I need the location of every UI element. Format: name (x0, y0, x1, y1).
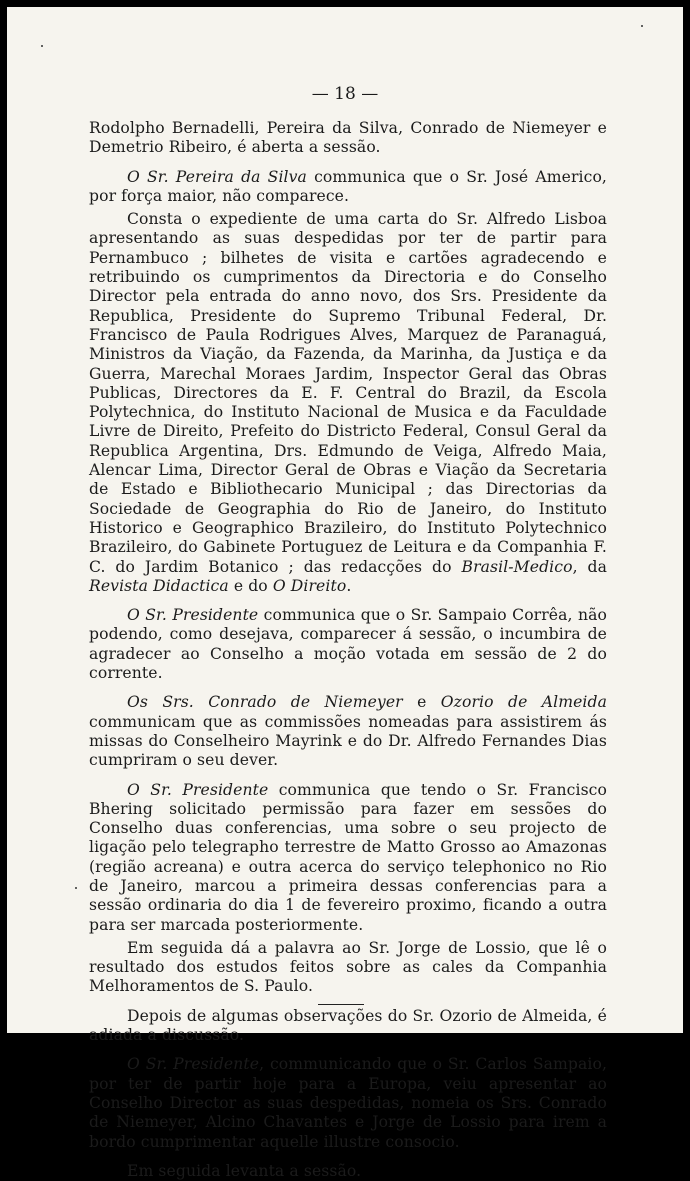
speaker-name: O Sr. Presidente (127, 606, 259, 625)
paragraph-text: communica que tendo o Sr. Francisco Bhering solicitado permissão para fazer em sessões do Conselho duas conferencias, uma sobre o seu projecto de ligação pelo telegrapho terrestre de Matto Grosso ao Amazonas (região acreana) e outra acerca do serviço telephonico no Rio de Janeiro, marcou a primeira dessas conferencias para a sessão ordinaria do dia 1 de fevereiro proximo, ficando a outra para ser marcada posteriormente. (89, 780, 607, 934)
scan-speck (641, 25, 643, 27)
scan-speck (75, 887, 77, 889)
paragraph-carlos-sampaio (89, 1055, 607, 1151)
paragraph-text: . (346, 576, 352, 595)
publication-title: Brasil-Medico (461, 557, 573, 576)
document-page (7, 7, 683, 1180)
paragraph-sampaio-correa (89, 606, 607, 683)
paragraph-text: Em seguida dá a palavra ao Sr. Jorge de Lossio, que lê o resultado dos estudos feitos sobre as cales da Companhia Melhoramentos de S. Paulo. (89, 938, 607, 996)
publication-title: O Direito (272, 576, 347, 595)
paragraph-text: communicam que as commissões nomeadas para assistirem ás missas do Conselheiro Mayrink e do Dr. Alfredo Fernandes Dias cumpriram o seu dever. (89, 712, 607, 770)
paragraph-lossio (89, 939, 607, 997)
minutes-text (89, 119, 607, 1181)
paragraph-closing (89, 1162, 607, 1181)
publication-title: Revista Didactica (89, 576, 229, 595)
paragraph-text: Consta o expediente de uma carta do Sr. Alfredo Lisboa apresentando as suas despedidas por ter de partir para Pernambuco ; bilhetes de visita e cartões agradecendo e retribuindo os cumprimentos da Directoria e do Conselho Director pela entrada do anno novo, dos Srs. Presidente da Republica, Presidente do Supremo Tribunal Federal, Dr. Francisco de Paula Rodrigues Alves, Marquez de Paranaguá, Ministros da Viação, da Fazenda, da Marinha, da Justiça e da Guerra, Marechal Moraes Jardim, Inspector Geral das Obras Publicas, Directores da E. F. Central do Brazil, da Escola Polytechnica, do Instituto Nacional de Musica e da Faculdade Livre de Direito, Prefeito do Districto Federal, Consul Geral da Republica Argentina, Drs. Edmundo de Veiga, Alfredo Maia, Alencar Lima, Director Geral de Obras e Viação da Secretaria de Estado e Bibliothecario Municipal ; das Directorias da Sociedade de Geographia do Rio de Janeiro, do Instituto Historico e Geographico Brazileiro, do Instituto Polytechnico Brazileiro, do Gabinete Portuguez de Leitura e da Companhia F. C. do Jardim Botanico ; das redacções do (89, 210, 607, 576)
paragraph-text: Rodolpho Bernadelli, Pereira da Silva, Conrado de Niemeyer e Demetrio Ribeiro, é aberta a sessão. (89, 119, 607, 157)
paragraph-discussion (89, 1007, 607, 1046)
paragraph-conferences (89, 781, 607, 935)
paragraph-commissions (89, 693, 607, 770)
speaker-name: Os Srs. Conrado de Niemeyer (127, 693, 403, 712)
paragraph-text: e do (228, 576, 273, 595)
page-number: — 18 — (311, 84, 379, 104)
paragraph-text: e (402, 693, 441, 712)
paragraph-text: , communicando que o Sr. Carlos Sampaio, por ter de partir hoje para a Europa, veiu apresentar ao Conselho Director as suas despedidas, nomeia os Srs. Conrado de Niemeyer, Alcino Chavantes e Jorge de Lossio para irem a bordo cumprimentar aquelle illustre consocio. (89, 1055, 608, 1151)
speaker-name: Ozorio de Almeida (440, 693, 607, 712)
speaker-name: O Sr. Pereira da Silva (127, 167, 307, 186)
paragraph-jose-americo (89, 168, 607, 207)
paragraph-opening (89, 119, 607, 158)
paragraph-text: communica que o Sr. José Americo, por força maior, não comparece. (89, 167, 607, 205)
speaker-name: O Sr. Presidente (127, 1055, 260, 1074)
paragraph-expediente (89, 210, 607, 596)
closing-rule (318, 1004, 364, 1005)
paragraph-text: , da (572, 557, 608, 576)
paragraph-text: Depois de algumas observações do Sr. Ozorio de Almeida, é adiada a discussão. (89, 1006, 607, 1045)
paragraph-text: communica que o Sr. Sampaio Corrêa, não podendo, como desejava, comparecer á sessão, o incumbira de agradecer ao Conselho a moção votada em sessão de 2 do corrente. (89, 606, 607, 683)
speaker-name: O Sr. Presidente (127, 780, 269, 799)
scan-speck (41, 45, 43, 47)
paragraph-text: Em seguida levanta a sessão. (127, 1161, 362, 1180)
